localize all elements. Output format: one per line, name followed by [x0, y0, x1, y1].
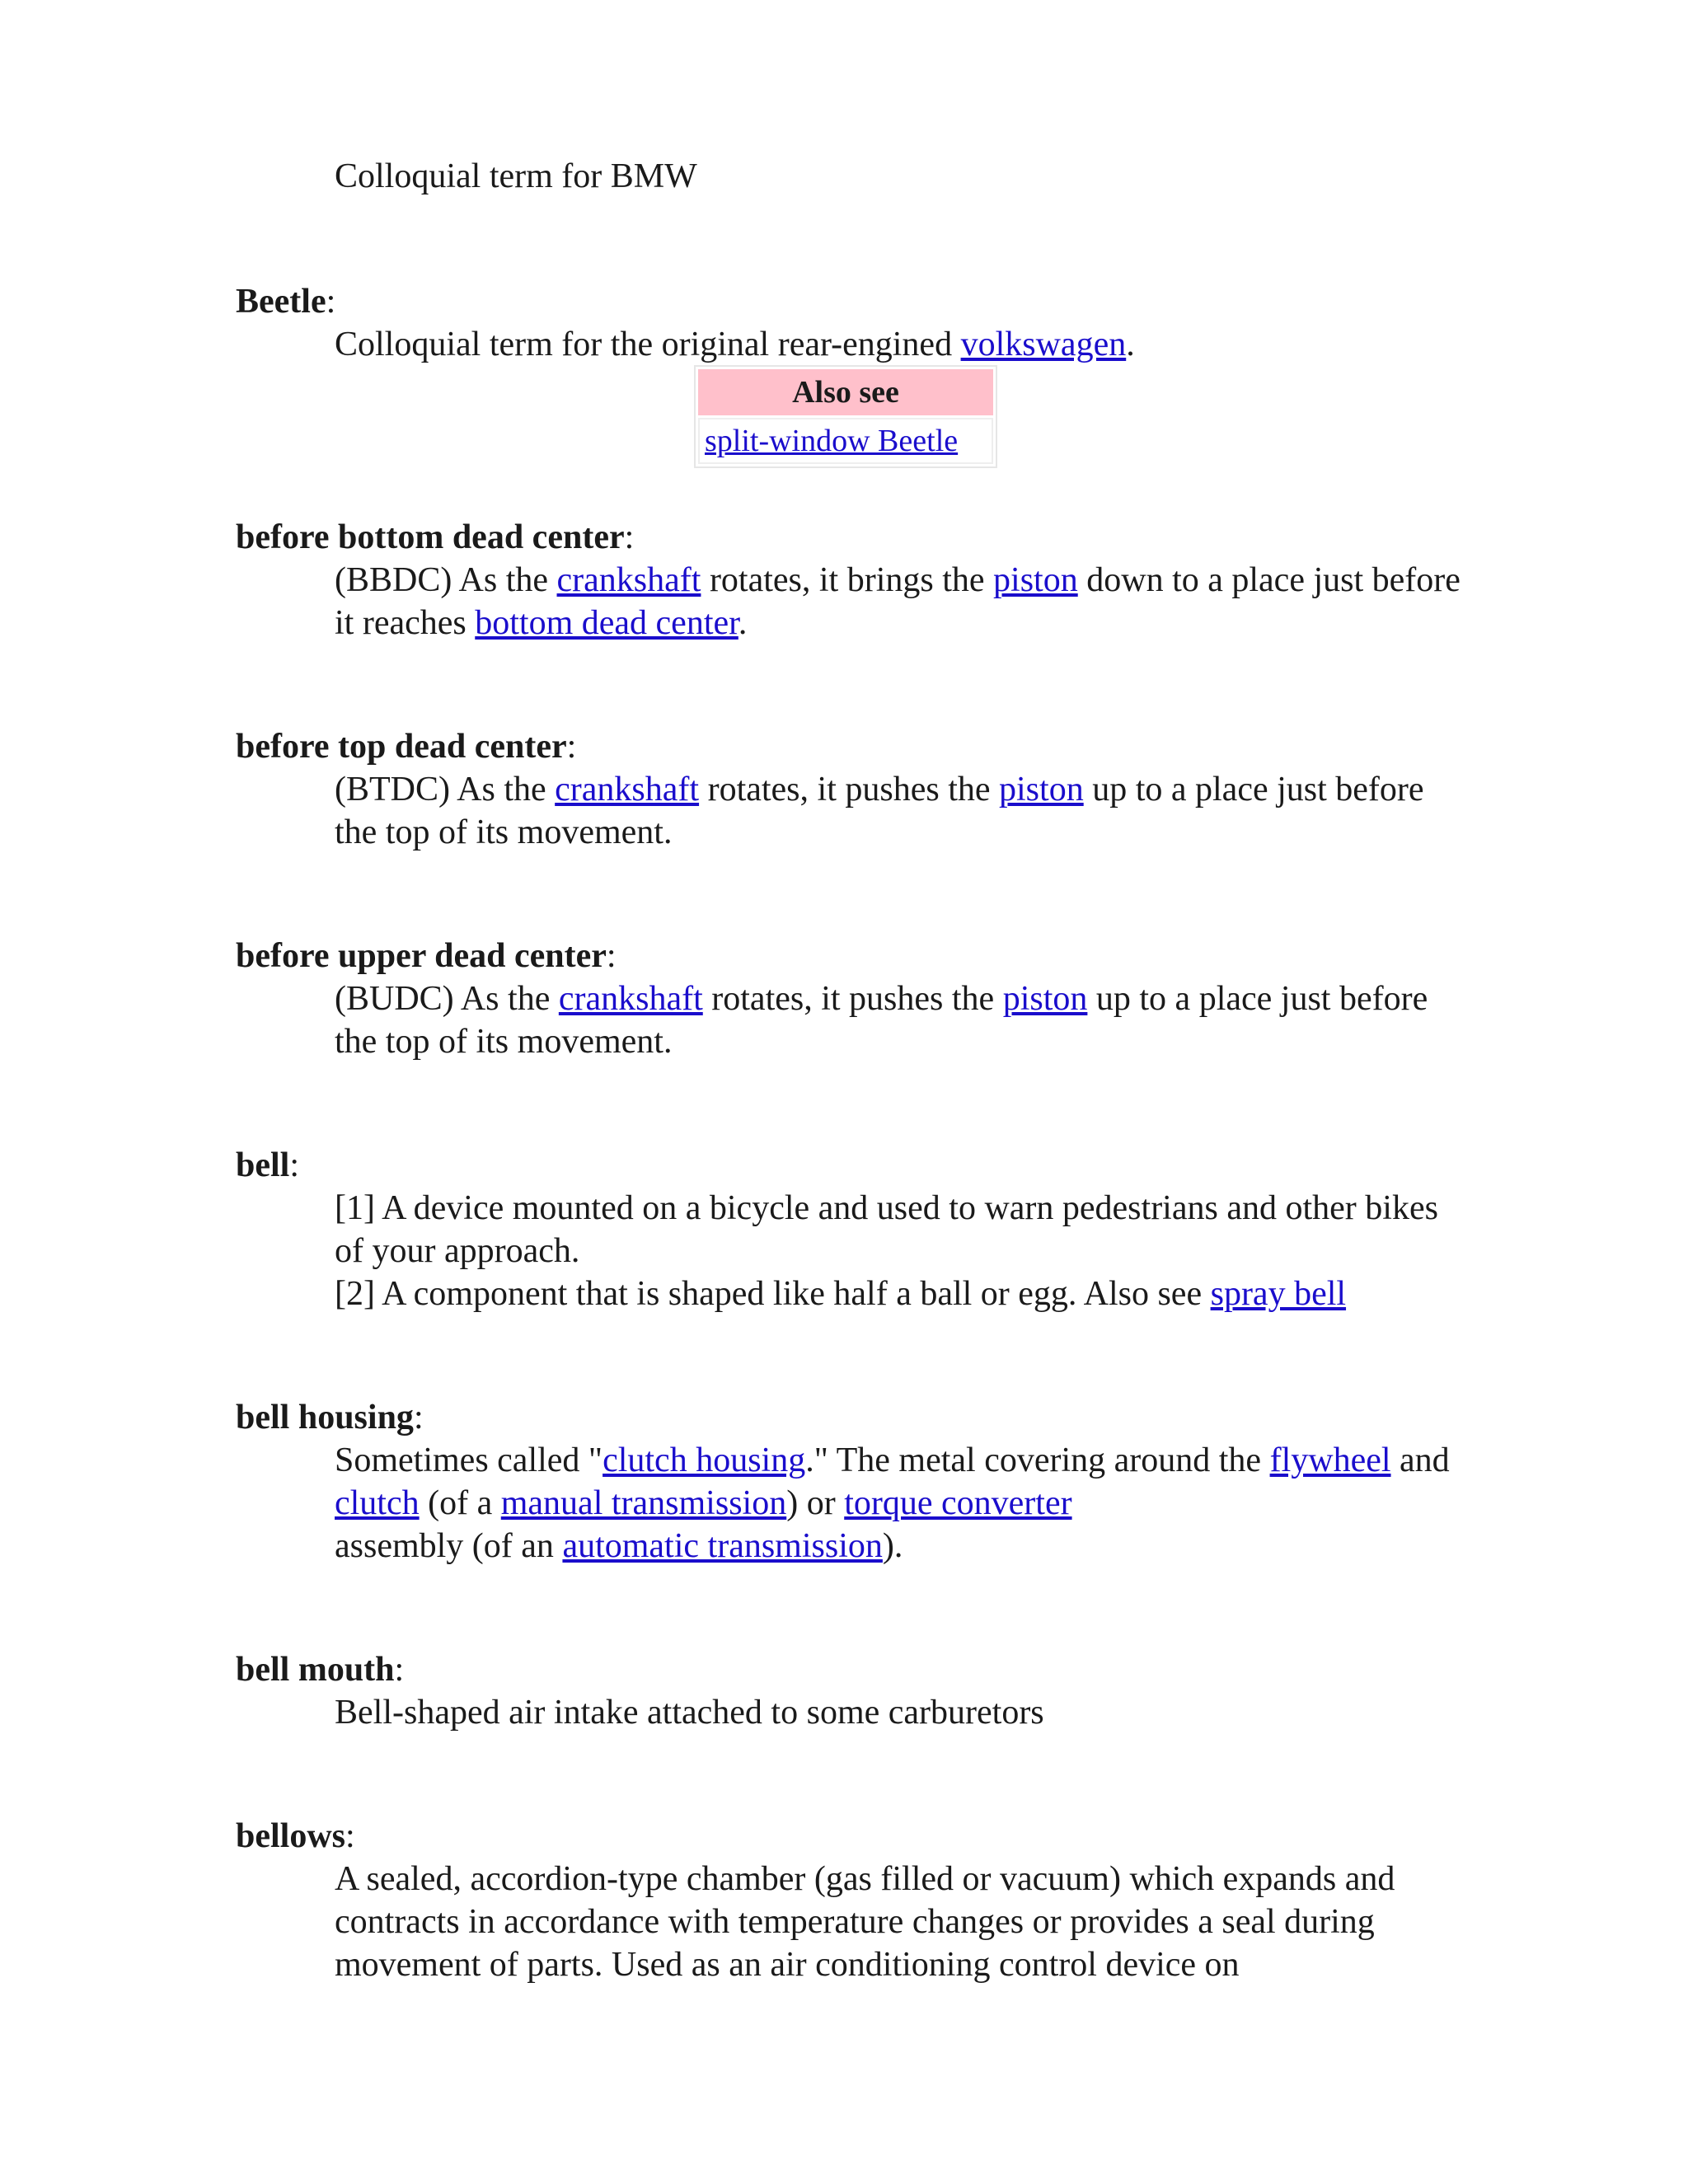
definition-bell-sense-1: [1] A device mounted on a bicycle and used to warn pedestrians and other bikes of your approach. [335, 1189, 1438, 1270]
entry-bellows: bellows: A sealed, accordion-type chamber (gas filled or vacuum) which expands and contracts in accordance with temperature changes or provides a seal during movement of parts. Used as an air conditioning control device on [236, 1815, 1472, 1986]
link-crankshaft[interactable]: crankshaft [558, 980, 703, 1018]
link-volkswagen[interactable]: volkswagen [960, 326, 1127, 363]
term-beetle: Beetle [236, 283, 326, 321]
term-colon: : [326, 283, 336, 321]
entry-before-upper-dead-center: before upper dead center: (BUDC) As the crankshaft rotates, it pushes the piston up to a place just before the top of its movement. [236, 935, 1472, 1063]
link-torque-converter[interactable]: torque converter [844, 1484, 1072, 1522]
link-piston[interactable]: piston [1002, 980, 1088, 1018]
entry-before-bottom-dead-center: before bottom dead center: (BBDC) As the crankshaft rotates, it brings the piston down to a place just before it reaches bottom dead center. [236, 516, 1472, 644]
link-clutch[interactable]: clutch [335, 1484, 420, 1522]
link-bottom-dead-center[interactable]: bottom dead center [475, 604, 738, 642]
term-before-upper-dead-center: before upper dead center [236, 937, 607, 975]
link-automatic-transmission[interactable]: automatic transmission [562, 1527, 883, 1565]
term-bell: bell [236, 1146, 290, 1184]
definition-before-bottom-dead-center: (BBDC) As the crankshaft rotates, it brings the piston down to a place just before it reaches bottom dead center. [335, 561, 1461, 642]
definition-bellows: A sealed, accordion-type chamber (gas filled or vacuum) which expands and contracts in accordance with temperature changes or provides a seal during movement of parts. Used as an air conditioning control device on [335, 1860, 1395, 1984]
definition-beetle: Colloquial term for the original rear-engined volkswagen. [335, 326, 1135, 363]
also-see-cell [698, 418, 993, 464]
also-see-header: Also see [698, 369, 993, 415]
term-before-bottom-dead-center: before bottom dead center [236, 518, 625, 556]
entry-before-top-dead-center: before top dead center: (BTDC) As the crankshaft rotates, it pushes the piston up to a place just before the top of its movement. [236, 725, 1472, 854]
entry-beetle [236, 280, 1472, 366]
link-split-window-beetle[interactable]: split-window Beetle [705, 424, 959, 458]
definition-bell-housing: Sometimes called "clutch housing." The metal covering around the flywheel and clutch (of a manual transmission) or torque converter assembly (of an automatic transmission). [335, 1441, 1450, 1565]
link-piston[interactable]: piston [993, 561, 1078, 599]
term-bell-housing: bell housing [236, 1399, 414, 1436]
also-see-box [694, 365, 997, 468]
link-piston[interactable]: piston [999, 771, 1084, 808]
definition-before-upper-dead-center: (BUDC) As the crankshaft rotates, it pushes the piston up to a place just before the top of its movement. [335, 980, 1428, 1061]
link-manual-transmission[interactable]: manual transmission [500, 1484, 787, 1522]
entry-bell-mouth: bell mouth: Bell-shaped air intake attached to some carburetors [236, 1648, 1472, 1734]
entry-bell-housing: bell housing: Sometimes called "clutch housing." The metal covering around the flywheel and clutch (of a manual transmission) or torque converter assembly (of an automatic transmission). [236, 1396, 1472, 1568]
term-before-top-dead-center: before top dead center [236, 728, 567, 766]
link-flywheel[interactable]: flywheel [1269, 1441, 1391, 1479]
link-crankshaft[interactable]: crankshaft [555, 771, 700, 808]
link-crankshaft[interactable]: crankshaft [556, 561, 701, 599]
bmw-definition: Colloquial term for BMW [335, 157, 697, 195]
definition-bell-sense-2: [2] A component that is shaped like half a ball or egg. Also see spray bell [335, 1275, 1347, 1313]
entry-bell: bell: [1] A device mounted on a bicycle and used to warn pedestrians and other bikes of your approach. [2] A component that is shaped like half a ball or egg. Also see spray bell [236, 1144, 1472, 1315]
link-spray-bell[interactable]: spray bell [1210, 1275, 1347, 1313]
definition-bell [335, 1187, 1472, 1315]
term-bell-mouth: bell mouth [236, 1651, 395, 1689]
term-bellows: bellows [236, 1817, 346, 1855]
definition-before-top-dead-center: (BTDC) As the crankshaft rotates, it pushes the piston up to a place just before the top of its movement. [335, 771, 1424, 851]
definition-bell-mouth: Bell-shaped air intake attached to some carburetors [335, 1694, 1044, 1732]
link-clutch-housing[interactable]: clutch housing [603, 1441, 806, 1479]
